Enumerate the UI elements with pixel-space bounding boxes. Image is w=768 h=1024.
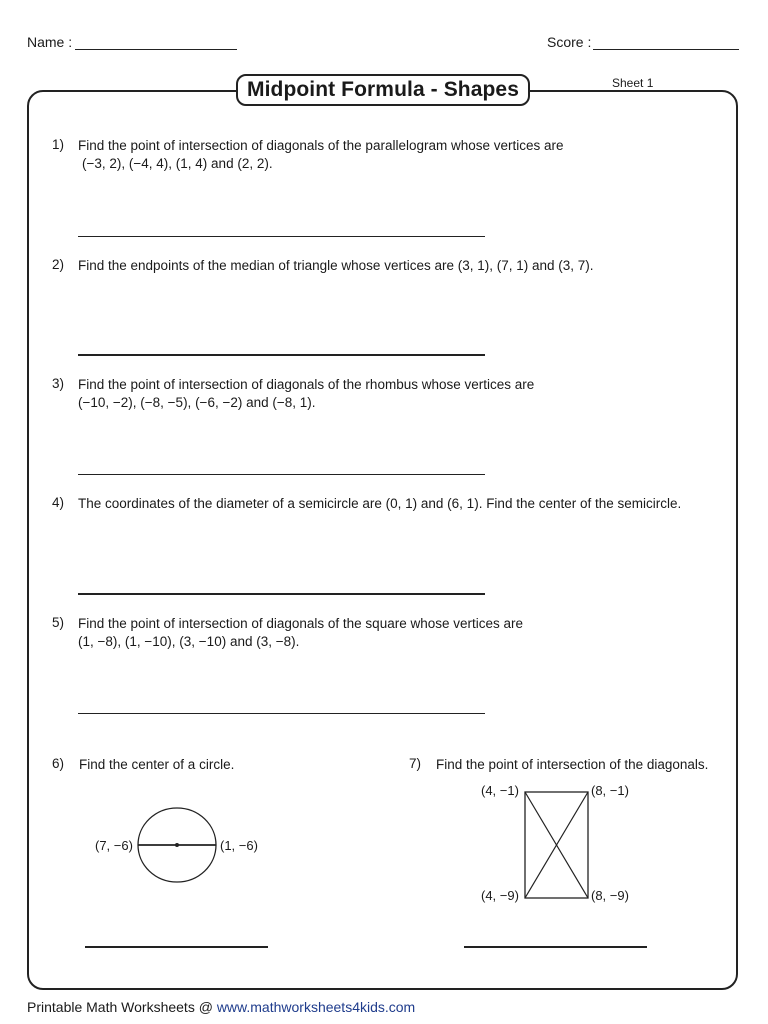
question-vertices: (1, −8), (1, −10), (3, −10) and (3, −8). [78,634,300,649]
question-vertices: (−10, −2), (−8, −5), (−6, −2) and (−8, 1). [78,395,316,410]
question-text: Find the point of intersection of diagonals of the rhombus whose vertices are [78,377,535,392]
answer-line[interactable] [85,946,268,948]
footer-prefix: Printable Math Worksheets @ [27,999,217,1015]
answer-line[interactable] [464,946,647,948]
question-vertices: (−3, 2), (−4, 4), (1, 4) and (2, 2). [82,156,273,171]
vertex-label-bottom-right: (8, −9) [591,888,629,903]
question-text: Find the center of a circle. [79,757,235,772]
question-text: Find the point of intersection of diagonals of the parallelogram whose vertices are [78,138,564,153]
question-text: The coordinates of the diameter of a semicircle are (0, 1) and (6, 1). Find the center of the semicircle. [78,496,682,511]
answer-line[interactable] [78,713,485,714]
worksheet-frame [27,90,738,990]
vertex-label-top-left: (4, −1) [481,783,519,798]
question-number: 6) [52,756,65,771]
name-field-line[interactable] [75,49,237,50]
question-text: Find the point of intersection of the diagonals. [436,757,709,772]
rectangle-diagram [524,791,589,899]
sheet-label: Sheet 1 [612,76,654,90]
question-number: 2) [52,257,65,272]
answer-line[interactable] [78,236,485,237]
circle-center-dot [175,843,179,847]
worksheet-title: Midpoint Formula - Shapes [236,74,530,106]
question-number: 1) [52,137,65,152]
score-label: Score : [547,34,592,50]
circle-left-endpoint-label: (7, −6) [95,838,133,853]
vertex-label-bottom-left: (4, −9) [481,888,519,903]
question-number: 3) [52,376,65,391]
question-number: 4) [52,495,65,510]
question-text: Find the point of intersection of diagonals of the square whose vertices are [78,616,524,631]
vertex-label-top-right: (8, −1) [591,783,629,798]
question-text: Find the endpoints of the median of triangle whose vertices are (3, 1), (7, 1) and (3, 7). [78,258,594,273]
question-number: 5) [52,615,65,630]
score-field-line[interactable] [593,49,739,50]
answer-line[interactable] [78,593,485,595]
footer [27,999,415,1015]
answer-line[interactable] [78,354,485,356]
name-label: Name : [27,34,73,50]
answer-line[interactable] [78,474,485,475]
question-number: 7) [409,756,422,771]
footer-website-link[interactable]: www.mathworksheets4kids.com [216,999,416,1015]
circle-right-endpoint-label: (1, −6) [220,838,258,853]
circle-diagram [136,805,218,885]
